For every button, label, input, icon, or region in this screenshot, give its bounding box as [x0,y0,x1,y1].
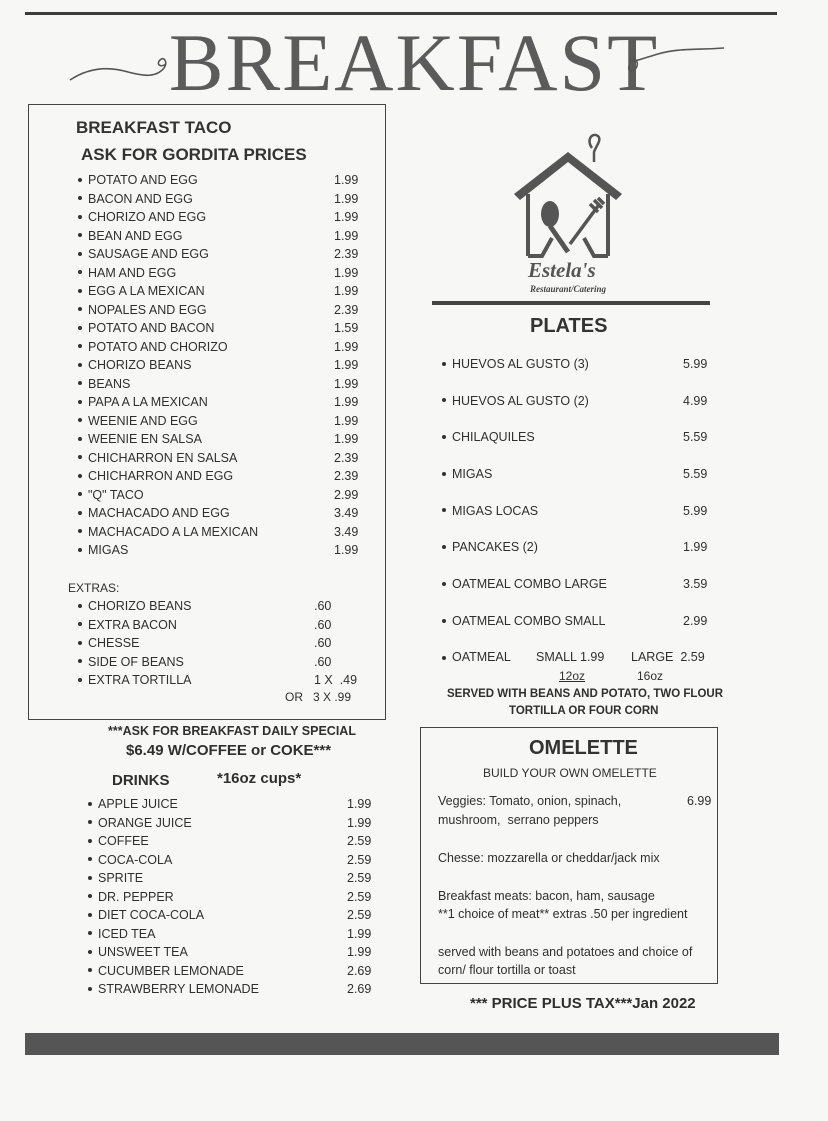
omelette-veggies-line2: mushroom, serrano peppers [438,813,599,827]
item-price: .60 [314,599,332,613]
list-item [78,504,368,523]
item-name: UNSWEET TEA [98,945,188,959]
item-name: SPRITE [98,871,144,885]
omelette-meats-line2: **1 choice of meat** extras .50 per ingredient [438,907,688,921]
drinks-heading: DRINKS [112,772,170,789]
bullet-icon [78,474,82,478]
item-price: 1.99 [334,339,359,354]
item-name: CHICHARRON AND EGG [88,469,234,483]
bullet-icon [88,931,92,935]
item-price: 5.59 [683,467,708,482]
list-item [442,603,722,640]
item-name: COCA-COLA [98,852,173,867]
item-price: 1.99 [334,191,359,206]
list-item [78,653,368,672]
list-item [78,227,368,246]
bullet-icon [78,622,82,626]
item-price: 1.99 [683,540,708,555]
list-item [88,795,378,814]
price-tax-footer: *** PRICE PLUS TAX***Jan 2022 [470,995,696,1012]
list-item [78,430,368,449]
item-price: 1.99 [334,413,359,428]
item-price: 1.99 [347,815,372,830]
item-name: PAPA A LA MEXICAN [88,395,208,409]
item-price: 2.59 [347,889,372,904]
item-name: EXTRA BACON [88,617,177,632]
list-item [442,529,722,566]
plates-heading: PLATES [530,315,608,337]
item-name: NOPALES AND EGG [88,302,207,317]
item-name: POTATO AND CHORIZO [88,339,228,354]
item-name: DR. PEPPER [98,889,174,904]
bullet-icon [78,344,82,348]
list-item [78,338,368,357]
bullet-icon [78,400,82,404]
extras-list [78,597,368,690]
omelette-subheading: BUILD YOUR OWN OMELETTE [483,766,657,780]
bullet-icon [78,270,82,274]
item-price: 2.99 [334,487,359,502]
item-name: PANCAKES (2) [452,540,538,555]
item-price: 1.99 [334,543,359,557]
list-item [78,208,368,227]
item-name: MIGAS [88,543,129,557]
right-swirl-ornament [618,38,728,88]
list-item [78,190,368,209]
omelette-served-line1: served with beans and potatoes and choice of [438,945,693,959]
item-name: WEENIE EN SALSA [88,432,202,446]
menu-title: BREAKFAST [168,17,660,108]
bullet-icon [88,839,92,843]
list-item [78,356,368,375]
plates-note-line1: SERVED WITH BEANS AND POTATO, TWO FLOUR [447,688,723,700]
item-name: BEANS [88,376,131,391]
item-name: WEENIE AND EGG [88,413,198,428]
list-item [442,456,722,493]
item-name: HUEVOS AL GUSTO (3) [452,357,589,371]
list-item [78,375,368,394]
bullet-icon [442,582,446,586]
bullet-icon [442,472,446,476]
item-price: 1.99 [334,210,359,224]
bullet-icon [78,178,82,182]
item-price: .60 [314,636,332,650]
bullet-icon [442,435,446,439]
oatmeal-large-price: LARGE 2.59 [631,650,705,664]
drinks-list [88,795,378,999]
item-price: 1.99 [347,797,372,811]
item-price: 1.99 [334,432,359,446]
bullet-icon [78,233,82,237]
item-name: HUEVOS AL GUSTO (2) [452,393,589,408]
item-price: 2.39 [334,302,359,317]
list-item [442,566,722,603]
list-item [78,467,368,486]
list-item [88,980,378,999]
list-item [78,597,368,616]
item-price: 2.69 [347,963,372,978]
extras-or-price: OR 3 X .99 [285,690,352,704]
item-price: 1.99 [347,926,372,941]
bullet-icon [78,492,82,496]
list-item [442,383,722,420]
list-item [442,419,722,456]
bullet-icon [78,678,82,682]
item-price: 3.59 [683,577,708,592]
bullet-icon [78,363,82,367]
list-item [78,301,368,320]
bullet-icon [88,987,92,991]
item-name: MACHACADO AND EGG [88,506,230,520]
list-item [88,851,378,870]
item-price: .60 [314,617,332,632]
bullet-icon [442,398,446,402]
item-price: 2.99 [683,613,708,628]
list-item [78,449,368,468]
item-price: 1.99 [334,228,359,243]
bullet-icon [78,455,82,459]
list-item [78,245,368,264]
item-name: SAUSAGE AND EGG [88,247,209,261]
item-name: CHORIZO AND EGG [88,210,207,224]
plates-list [442,346,722,640]
item-price: 2.39 [334,469,359,483]
item-price: 2.39 [334,247,359,261]
item-name: CHICHARRON EN SALSA [88,450,238,465]
list-item [78,541,368,560]
bullet-icon [88,968,92,972]
plates-rule [432,301,710,305]
item-price: 5.99 [683,357,708,371]
bullet-icon [88,894,92,898]
bullet-icon [442,362,446,366]
oatmeal-large-size: 16oz [637,669,664,683]
plates-note-line2: TORTILLA OR FOUR CORN [509,705,659,717]
bullet-icon [442,619,446,623]
bullet-icon [88,857,92,861]
list-item [78,171,368,190]
logo-subtitle: Restaurant/Catering [530,284,607,294]
item-name: SIDE OF BEANS [88,654,184,669]
list-item [78,616,368,635]
oatmeal-small-price: SMALL 1.99 [536,650,605,664]
house-logo-icon [512,128,624,278]
item-price: 1.99 [334,395,359,409]
item-name: DIET COCA-COLA [98,908,205,922]
item-name: EXTRA TORTILLA [88,673,192,687]
item-name: OATMEAL COMBO LARGE [452,577,607,592]
bullet-icon [78,548,82,552]
list-item [78,671,368,690]
item-price: 1.99 [334,376,359,391]
item-name: HAM AND EGG [88,265,177,280]
bullet-icon [78,196,82,200]
bullet-icon [88,913,92,917]
item-price: 1.99 [334,358,359,372]
item-price: 1.59 [334,321,359,335]
bullet-icon [442,508,446,512]
list-item [88,962,378,981]
list-item [78,319,368,338]
item-price: 1.99 [334,265,359,280]
taco-heading: BREAKFAST TACO [76,118,232,137]
item-name: CHILAQUILES [452,430,535,445]
extras-label: EXTRAS: [68,581,120,595]
omelette-meats-line1: Breakfast meats: bacon, ham, sausage [438,889,655,903]
daily-special-line1: ***ASK FOR BREAKFAST DAILY SPECIAL [108,724,356,738]
item-price: 1.99 [334,284,359,298]
oatmeal-name: OATMEAL [452,650,511,664]
item-name: COFFEE [98,834,149,848]
taco-list [78,171,368,560]
list-item [88,906,378,925]
list-item [88,925,378,944]
bullet-icon [78,604,82,608]
item-name: CHESSE [88,636,140,650]
bullet-icon [88,802,92,806]
oatmeal-row [442,650,511,664]
item-name: EGG A LA MEXICAN [88,284,205,298]
list-item [88,943,378,962]
item-name: MIGAS LOCAS [452,503,539,518]
item-name: STRAWBERRY LEMONADE [98,982,259,996]
item-name: BACON AND EGG [88,191,193,206]
bullet-icon [88,820,92,824]
top-rule [25,12,777,15]
item-price: 5.99 [683,503,708,518]
bullet-icon [442,545,446,549]
omelette-heading: OMELETTE [529,737,638,759]
item-name: OATMEAL COMBO SMALL [452,613,606,628]
bullet-icon [78,326,82,330]
item-price: 3.49 [334,524,359,539]
item-price: 1.99 [347,945,372,959]
list-item [88,888,378,907]
list-item [442,493,722,530]
gordita-heading: ASK FOR GORDITA PRICES [81,145,307,164]
item-price: 2.59 [347,871,372,885]
drinks-cup-note: *16oz cups* [217,770,302,787]
item-price: 1.99 [334,173,359,187]
item-name: MACHACADO A LA MEXICAN [88,524,259,539]
list-item [88,814,378,833]
list-item [442,346,722,383]
list-item [78,264,368,283]
list-item [88,832,378,851]
bullet-icon [78,215,82,219]
bullet-icon [78,641,82,645]
item-price: 2.39 [334,450,359,465]
item-name: CHORIZO BEANS [88,358,192,372]
logo-name: Estela's [528,258,596,282]
item-price: 2.59 [347,834,372,848]
list-item [78,282,368,301]
item-price: 4.99 [683,393,708,408]
omelette-cheese: Chesse: mozzarella or cheddar/jack mix [438,851,660,865]
item-name: POTATO AND BACON [88,321,215,335]
bullet-icon [78,289,82,293]
item-name: CHORIZO BEANS [88,599,192,613]
item-price: 5.59 [683,430,708,445]
list-item [78,634,368,653]
bullet-icon [78,511,82,515]
item-name: CUCUMBER LEMONADE [98,963,244,978]
bullet-icon [78,529,82,533]
bullet-icon [88,876,92,880]
item-price: 2.59 [347,852,372,867]
item-price: .60 [314,654,332,669]
bullet-icon [442,656,446,660]
item-name: APPLE JUICE [98,797,178,811]
item-price: 3.49 [334,506,359,520]
list-item [78,412,368,431]
bullet-icon [78,381,82,385]
bullet-icon [78,307,82,311]
daily-special-line2: $6.49 W/COFFEE or COKE*** [126,742,332,759]
item-price: 2.59 [347,908,372,922]
list-item [78,393,368,412]
list-item [78,523,368,542]
item-price: 2.69 [347,982,372,996]
item-name: "Q" TACO [88,487,144,502]
oatmeal-small-size: 12oz [559,669,586,683]
bullet-icon [78,437,82,441]
item-name: POTATO AND EGG [88,173,198,187]
list-item [78,486,368,505]
bullet-icon [78,252,82,256]
bottom-bar [25,1033,779,1055]
item-name: BEAN AND EGG [88,228,183,243]
omelette-price: 6.99 [687,794,712,808]
item-name: MIGAS [452,467,493,482]
bullet-icon [88,950,92,954]
item-name: ORANGE JUICE [98,815,192,830]
omelette-veggies-line1: Veggies: Tomato, onion, spinach, [438,794,622,808]
item-price: 1 X .49 [314,673,358,687]
bullet-icon [78,418,82,422]
omelette-served-line2: corn/ flour tortilla or toast [438,963,576,977]
list-item [88,869,378,888]
bullet-icon [78,659,82,663]
item-name: ICED TEA [98,926,156,941]
